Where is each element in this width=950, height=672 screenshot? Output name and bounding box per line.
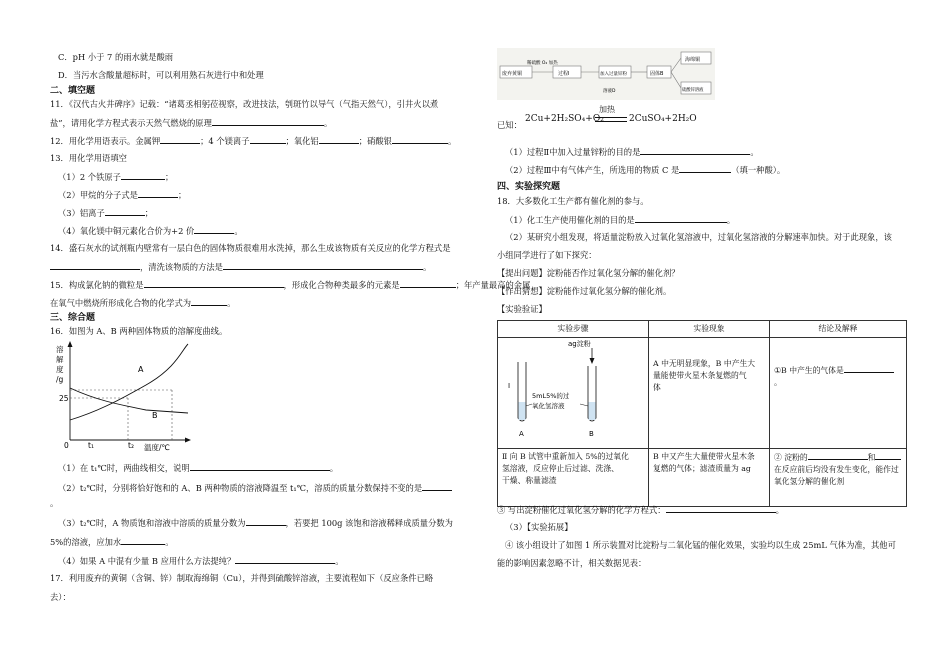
flow-label-3: 过程Ⅰ [558, 71, 570, 77]
table-cell-tubes [498, 338, 649, 449]
q18-sub3: ③ 写出淀粉催化过氧化氢分解的化学方程式： 。 [497, 505, 784, 515]
table-cell-conclusion-2: ② 淀粉的 和 在反应前后均没有发生变化，能作过 氧化氢分解的催化剂 [770, 449, 907, 507]
section-2-heading: 二、填空题 [50, 86, 96, 96]
q13-item-3: （3）铝离子 ； [58, 208, 154, 218]
q11-line1: 11．《汉代古火井碑序》记载：“诸葛丞相躬莅视察，改进技法，刳斑竹以导气（气指天然气），引井火以煮 [50, 99, 439, 109]
x-axis-arrow [185, 438, 191, 443]
process-flow-diagram [497, 48, 715, 100]
label-b: B [152, 411, 158, 420]
q18-sub2-line1: （2）某研究小组发现，将适量淀粉放入过氧化氢溶液中，过氧化氢溶液的分解速率加快。对于此现象，该 [505, 232, 892, 242]
flow-label-6: 溶液D [603, 89, 616, 94]
q18-title: 18．大多数化工生产都有催化剂的参与。 [497, 196, 649, 206]
q16-sub4: （4）如果 A 中混有少量 B 应用什么方法提纯？ 。 [58, 556, 344, 566]
table-cell-step-2: Ⅱ 向 B 试管中重新加入 5%的过氧化 氢溶液，反应停止后过滤、洗涤、 干燥、称量滤渣 [498, 449, 649, 507]
q18-sub1: （1）化工生产使用催化剂的目的是 。 [505, 215, 736, 225]
flow-label-4: 加入过量锌粉 [600, 72, 627, 77]
equation-right: 2CuSO₄+2H₂O [629, 114, 697, 124]
table-header-phenomena: 实验现象 [649, 321, 770, 338]
hypothesis-guess: 【作出猜想】淀粉能作过氧化氢分解的催化剂。 [497, 286, 672, 296]
section-4-heading: 四、实验探究题 [497, 182, 561, 192]
starch-label: ag淀粉 [568, 340, 591, 348]
q13-item-1: （1）2 个铁原子 ； [58, 172, 174, 182]
flow-label-2: 稀硫酸 O₂ 加热 [527, 61, 558, 66]
curve-a [70, 344, 188, 420]
equation-condition: 加热 [599, 105, 615, 114]
test-tube-diagram [498, 338, 640, 444]
equation-sign [595, 117, 627, 122]
extension-heading: （3）【实验拓展】 [505, 522, 573, 532]
q18-sub4-line1: ④ 该小组设计了如图 1 所示装置对比淀粉与二氧化锰的催化效果，实验均以生成 25mL 气体为准，其他可 [505, 540, 896, 550]
y-label-2: 解 [56, 355, 64, 364]
q16-sub3-cont: 5%的溶液，应加水 。 [50, 537, 174, 547]
q17-line2: 去）： [50, 592, 71, 602]
tube-label-i: I [508, 382, 511, 390]
q11-line2: 盐”，请用化学方程式表示天然气燃烧的原理 。 [50, 118, 333, 128]
table-cell-conclusion-1: ①B 中产生的气体是 。 [770, 338, 907, 449]
y-label-1: 溶 [56, 345, 64, 354]
tick-t1: t₁ [88, 441, 94, 450]
q17-sub1: （1）过程Ⅱ中加入过量锌粉的目的是 。 [505, 147, 759, 157]
q13-item-4: （4）氧化镁中铜元素化合价为+2 价 。 [58, 226, 243, 236]
q16-sub3: （3）t₂℃时，A 物质饱和溶液中溶质的质量分数为 ，若要把 100g 该饱和溶液稀释成质量分数为 [58, 518, 453, 528]
liquid-label-2: 氧化氢溶液 [532, 402, 565, 410]
solubility-chart [56, 340, 196, 452]
tick-origin: 0 [64, 441, 69, 450]
label-a: A [138, 365, 144, 374]
q18-sub2-line2: 小组同学进行了如下探究： [497, 250, 597, 260]
q16-sub1: （1）在 t₁℃时，两曲线相交，说明 。 [58, 463, 339, 473]
tick-t2: t₂ [128, 441, 134, 450]
q14-line1: 14．盛石灰水的试剂瓶内壁常有一层白色的固体物质很难用水洗掉，那么生成该物质有关反应的化学方程式是 [50, 243, 451, 253]
q15-line1: 15．构成氯化钠的微粒是 ，形成化合物种类最多的元素是 ；年产量最高的金属 [50, 280, 531, 290]
q17-line1: 17．利用废弃的黄铜（含铜、锌）制取海绵铜（Cu），并得到硫酸锌溶液，主要流程如下（反应条件已略 [50, 573, 434, 583]
flow-label-1: 废弃黄铜 [502, 71, 523, 77]
x-label: 温度/℃ [144, 443, 170, 452]
tick-25: 25 [59, 394, 69, 403]
table-cell-phenomena-1: A 中无明显现象，B 中产生大 量能使带火星木条复燃的气 体 [649, 338, 770, 449]
y-axis-arrow [68, 341, 73, 347]
flow-label-5: 固体B [650, 71, 664, 77]
q16-title: 16．如图为 A、B 两种固体物质的溶解度曲线。 [50, 326, 228, 336]
q18-sub4-line2: 能的影响因素忽略不计，相关数据见表： [497, 558, 647, 568]
experiment-table [497, 320, 907, 507]
q12: 12．用化学用语表示。金属钾 ；4 个镁离子 ；氧化铝 ；硝酸银 。 [50, 136, 457, 146]
table-header-steps: 实验步骤 [498, 321, 649, 338]
hypothesis-question: 【提出问题】淀粉能否作过氧化氢分解的催化剂？ [497, 268, 680, 278]
section-3-heading: 三、综合题 [50, 313, 96, 323]
q16-sub2: （2）t₂℃时，分别将恰好饱和的 A、B 两种物质的溶液降温至 t₁℃，溶质的质量分数保持不变的是 [58, 482, 452, 494]
q16-sub2-end: 。 [50, 498, 59, 508]
known-label: 已知： [497, 120, 522, 130]
table-cell-phenomena-2: B 中又产生大量使带火星木条 复燃的气体；滤渣质量为 ag [649, 449, 770, 507]
q15-line2: 在氧气中燃烧所形成化合物的化学式为 。 [50, 298, 236, 308]
y-label-4: /g [56, 375, 64, 384]
flow-label-8: 硫酸锌溶液 [682, 88, 704, 93]
tube-label-b: B [589, 430, 594, 438]
liquid-label-1: 5mL5%的过 [532, 392, 570, 400]
y-label-3: 度 [56, 365, 64, 374]
q13-title: 13．用化学用语填空 [50, 153, 127, 163]
equation-left: 2Cu+2H₂SO₄+O₂ [525, 114, 604, 124]
flow-label-7: 海绵铜 [685, 57, 701, 63]
table-header-conclusion: 结论及解释 [770, 321, 907, 338]
experiment-heading: 【实验验证】 [497, 304, 547, 314]
q13-item-2: （2）甲烷的分子式是 ； [58, 190, 187, 200]
tube-label-a: A [519, 430, 524, 438]
curve-b [70, 388, 188, 413]
q17-sub2: （2）过程Ⅲ中有气体产生，所选用的物质 C 是 （填一种酸）。 [505, 165, 786, 175]
option-d: D．当污水含酸量超标时，可以利用熟石灰进行中和处理 [58, 70, 264, 80]
q14-line2: ，清洗该物质的方法是 。 [50, 261, 431, 273]
option-c: C．pH 小于 7 的雨水就是酸雨 [58, 52, 174, 62]
